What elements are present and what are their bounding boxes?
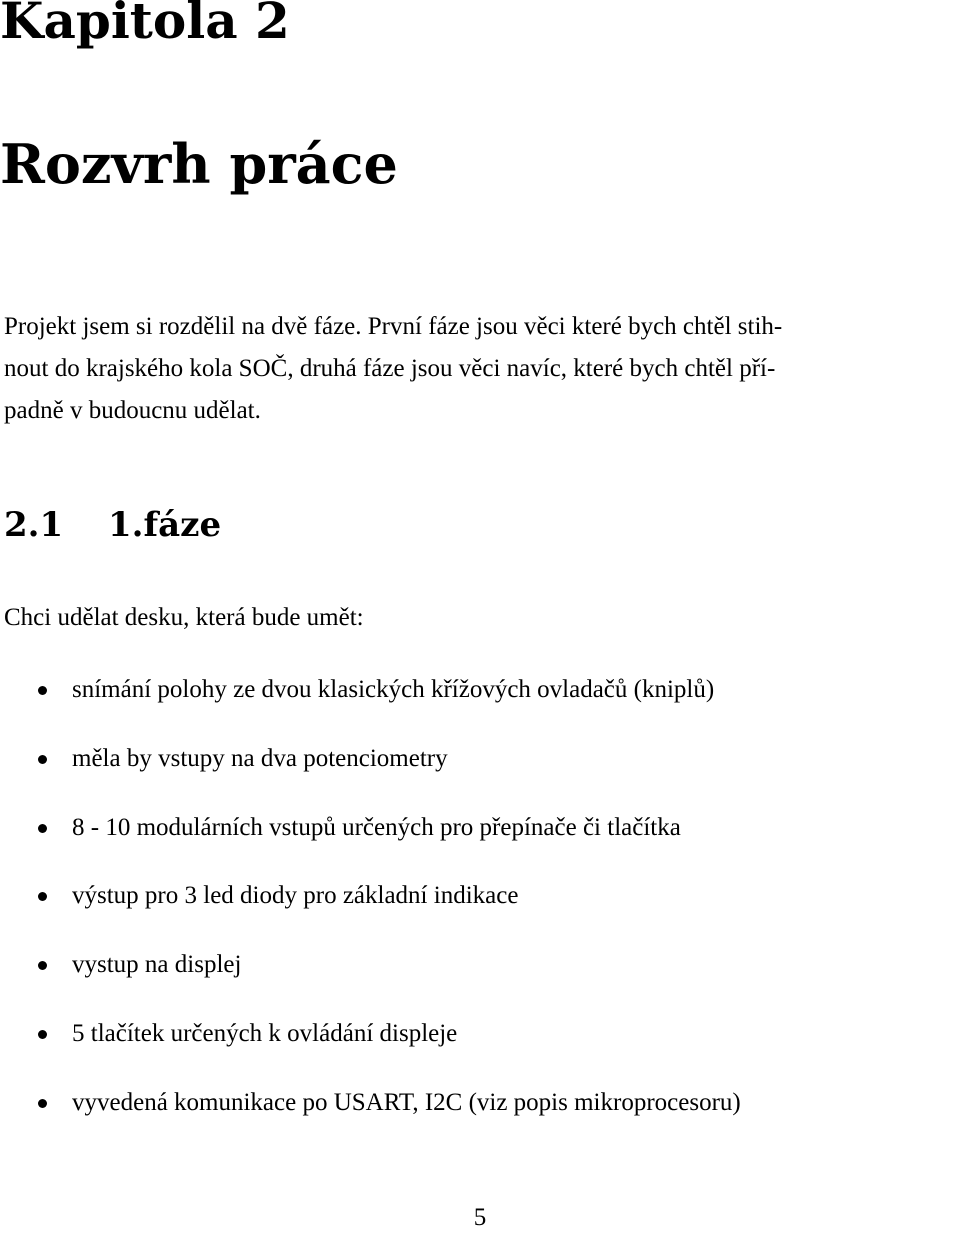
list-item-text: 8 - 10 modulárních vstupů určených pro přepínače či tlačítka: [72, 813, 681, 841]
section-heading: [4, 500, 221, 550]
bullet-icon: [38, 1099, 47, 1108]
intro-line-1: Projekt jsem si rozdělil na dvě fáze. První fáze jsou věci které bych chtěl stih-: [4, 313, 783, 340]
page-number: 5: [473, 1204, 487, 1231]
list-item-text: vyvedená komunikace po USART, I2C (viz popis mikroprocesoru): [72, 1088, 741, 1116]
lead-sentence: Chci udělat desku, která bude umět:: [4, 604, 364, 631]
chapter-title: Rozvrh práce: [0, 132, 398, 196]
list-item-text: výstup pro 3 led diody pro základní indikace: [72, 882, 519, 910]
bullet-icon: [38, 686, 47, 695]
intro-line-3: padně v budoucnu udělat.: [4, 397, 261, 424]
intro-paragraph: [4, 306, 956, 432]
bullet-icon: [38, 824, 47, 833]
list-item-text: vystup na displej: [72, 951, 242, 979]
bullet-icon: [38, 892, 47, 901]
bullet-icon: [38, 1030, 47, 1039]
list-item-text: měla by vstupy na dva potenciometry: [72, 744, 448, 772]
list-item-text: 5 tlačítek určených k ovládání displeje: [72, 1019, 458, 1047]
chapter-label: Kapitola 2: [0, 0, 290, 50]
section-title: 1.fáze: [108, 505, 222, 545]
intro-line-2: nout do krajského kola SOČ, druhá fáze jsou věci navíc, které bych chtěl pří-: [4, 355, 776, 382]
list-item-text: snímání polohy ze dvou klasických křížových ovladačů (kniplů): [72, 676, 715, 703]
section-number: 2.1: [4, 505, 64, 545]
bullet-icon: [38, 755, 47, 764]
bullet-icon: [38, 961, 47, 970]
